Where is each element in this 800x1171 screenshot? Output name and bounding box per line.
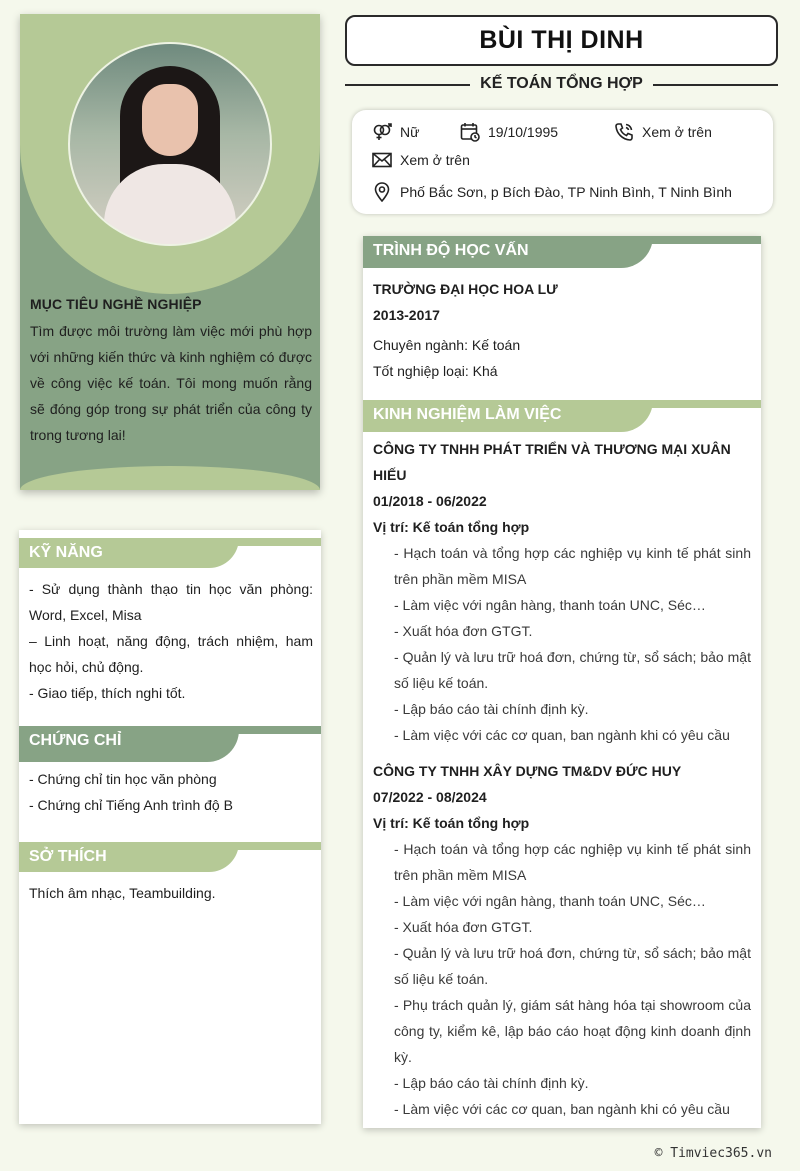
certificates-list <box>19 756 321 818</box>
objective-text: Tìm được môi trường làm việc mới phù hợp với những kiến thức và kinh nghiệm có được về công việc kế toán. Tôi mong muốn rằng sẽ đóng góp trong sự phát triển của công ty trong tương lai! <box>30 323 312 443</box>
school-name: TRƯỜNG ĐẠI HỌC HOA LƯ <box>373 281 558 297</box>
education-grade: Tốt nghiệp loại: Khá <box>373 363 498 379</box>
job-duty: - Làm việc với các cơ quan, ban ngành khi có yêu cầu <box>394 727 730 743</box>
certificate-item: - Chứng chỉ tin học văn phòng <box>29 771 217 787</box>
hobbies-list <box>19 872 321 906</box>
job-position: Vị trí: Kế toán tổng hợp <box>373 815 530 831</box>
job-title: KẾ TOÁN TỔNG HỢP <box>470 75 653 92</box>
job-duty: - Hạch toán và tổng hợp các nghiệp vụ kinh tế phát sinh trên phần mềm MISA <box>394 841 751 883</box>
certificates-header <box>19 726 321 756</box>
phone-value: Xem ở trên <box>642 124 712 140</box>
skills-header <box>19 538 321 568</box>
job-position: Vị trí: Kế toán tổng hợp <box>373 519 530 535</box>
job-duty: - Lập báo cáo tài chính định kỳ. <box>394 1075 589 1091</box>
address-info <box>372 182 732 202</box>
education-header <box>363 236 761 268</box>
experience-title: KINH NGHIỆM LÀM VIỆC <box>373 406 562 423</box>
job-duty: - Làm việc với ngân hàng, thanh toán UNC, Séc… <box>394 893 706 909</box>
profile-bottom-arc <box>20 466 320 490</box>
skill-item: - Giao tiếp, thích nghi tốt. <box>29 685 186 701</box>
address-value: Phố Bắc Sơn, p Bích Đào, TP Ninh Bình, T Ninh Bình <box>400 184 732 200</box>
location-pin-icon <box>372 182 392 202</box>
birthday-value: 19/10/1995 <box>488 124 559 140</box>
hobbies-header <box>19 842 321 872</box>
calendar-icon <box>460 122 480 142</box>
job-duty: - Làm việc với các cơ quan, ban ngành khi có yêu cầu <box>394 1101 730 1117</box>
experience-header <box>363 400 761 432</box>
job-duty: - Phụ trách quản lý, giám sát hàng hóa tại showroom của công ty, kiểm kê, lập báo cáo hoạt động kinh doanh định kỳ. <box>394 997 751 1065</box>
job-period: 07/2022 - 08/2024 <box>373 789 487 805</box>
job-duty: - Làm việc với ngân hàng, thanh toán UNC, Séc… <box>394 597 706 613</box>
birthday-info <box>460 122 558 142</box>
email-value: Xem ở trên <box>400 152 470 168</box>
skills-title: KỸ NĂNG <box>29 544 103 561</box>
watermark: © Timviec365.vn <box>654 1146 772 1161</box>
job-duty: - Xuất hóa đơn GTGT. <box>394 623 533 639</box>
profile-card <box>20 14 320 490</box>
gender-info <box>372 123 419 141</box>
experience-body <box>363 432 761 1122</box>
hobbies-title: SỞ THÍCH <box>29 848 107 865</box>
job-period: 01/2018 - 06/2022 <box>373 493 487 509</box>
main-card <box>363 236 761 1128</box>
job-duty: - Lập báo cáo tài chính định kỳ. <box>394 701 589 717</box>
email-info <box>372 152 470 168</box>
job-duty: - Quản lý và lưu trữ hoá đơn, chứng từ, sổ sách; bảo mật số liệu kế toán. <box>394 945 751 987</box>
job-duty: - Hạch toán và tổng hợp các nghiệp vụ kinh tế phát sinh trên phần mềm MISA <box>394 545 751 587</box>
job-company: CÔNG TY TNHH PHÁT TRIỂN VÀ THƯƠNG MẠI XUÂN HIẾU <box>373 441 731 483</box>
candidate-name: BÙI THỊ DINH <box>479 26 644 54</box>
education-title: TRÌNH ĐỘ HỌC VẤN <box>373 242 529 259</box>
hobbies-text: Thích âm nhạc, Teambuilding. <box>29 885 216 901</box>
name-box <box>345 15 778 66</box>
gender-value: Nữ <box>400 124 420 140</box>
email-icon <box>372 152 392 168</box>
certificates-title: CHỨNG CHỈ <box>29 732 122 749</box>
education-major: Chuyên ngành: Kế toán <box>373 337 521 353</box>
certificate-item: - Chứng chỉ Tiếng Anh trình độ B <box>29 797 233 813</box>
avatar <box>68 42 272 246</box>
gender-icon <box>372 123 392 141</box>
phone-icon <box>614 122 634 142</box>
phone-info <box>614 122 712 142</box>
career-objective <box>30 296 312 448</box>
education-body <box>363 268 761 384</box>
job-title-row <box>345 72 778 98</box>
education-years: 2013-2017 <box>373 307 440 323</box>
skills-list <box>19 568 321 706</box>
job-duty: - Xuất hóa đơn GTGT. <box>394 919 533 935</box>
contact-card <box>352 110 773 214</box>
skill-item: - Sử dụng thành thạo tin học văn phòng: Word, Excel, Misa <box>29 581 313 623</box>
avatar-photo <box>70 44 270 244</box>
job-company: CÔNG TY TNHH XÂY DỰNG TM&DV ĐỨC HUY <box>373 763 682 779</box>
job-duty: - Quản lý và lưu trữ hoá đơn, chứng từ, sổ sách; bảo mật số liệu kế toán. <box>394 649 751 691</box>
objective-title: MỤC TIÊU NGHỀ NGHIỆP <box>30 296 202 312</box>
skills-card <box>19 530 321 1124</box>
skill-item: – Linh hoạt, năng động, trách nhiệm, ham học hỏi, chủ động. <box>29 633 313 675</box>
